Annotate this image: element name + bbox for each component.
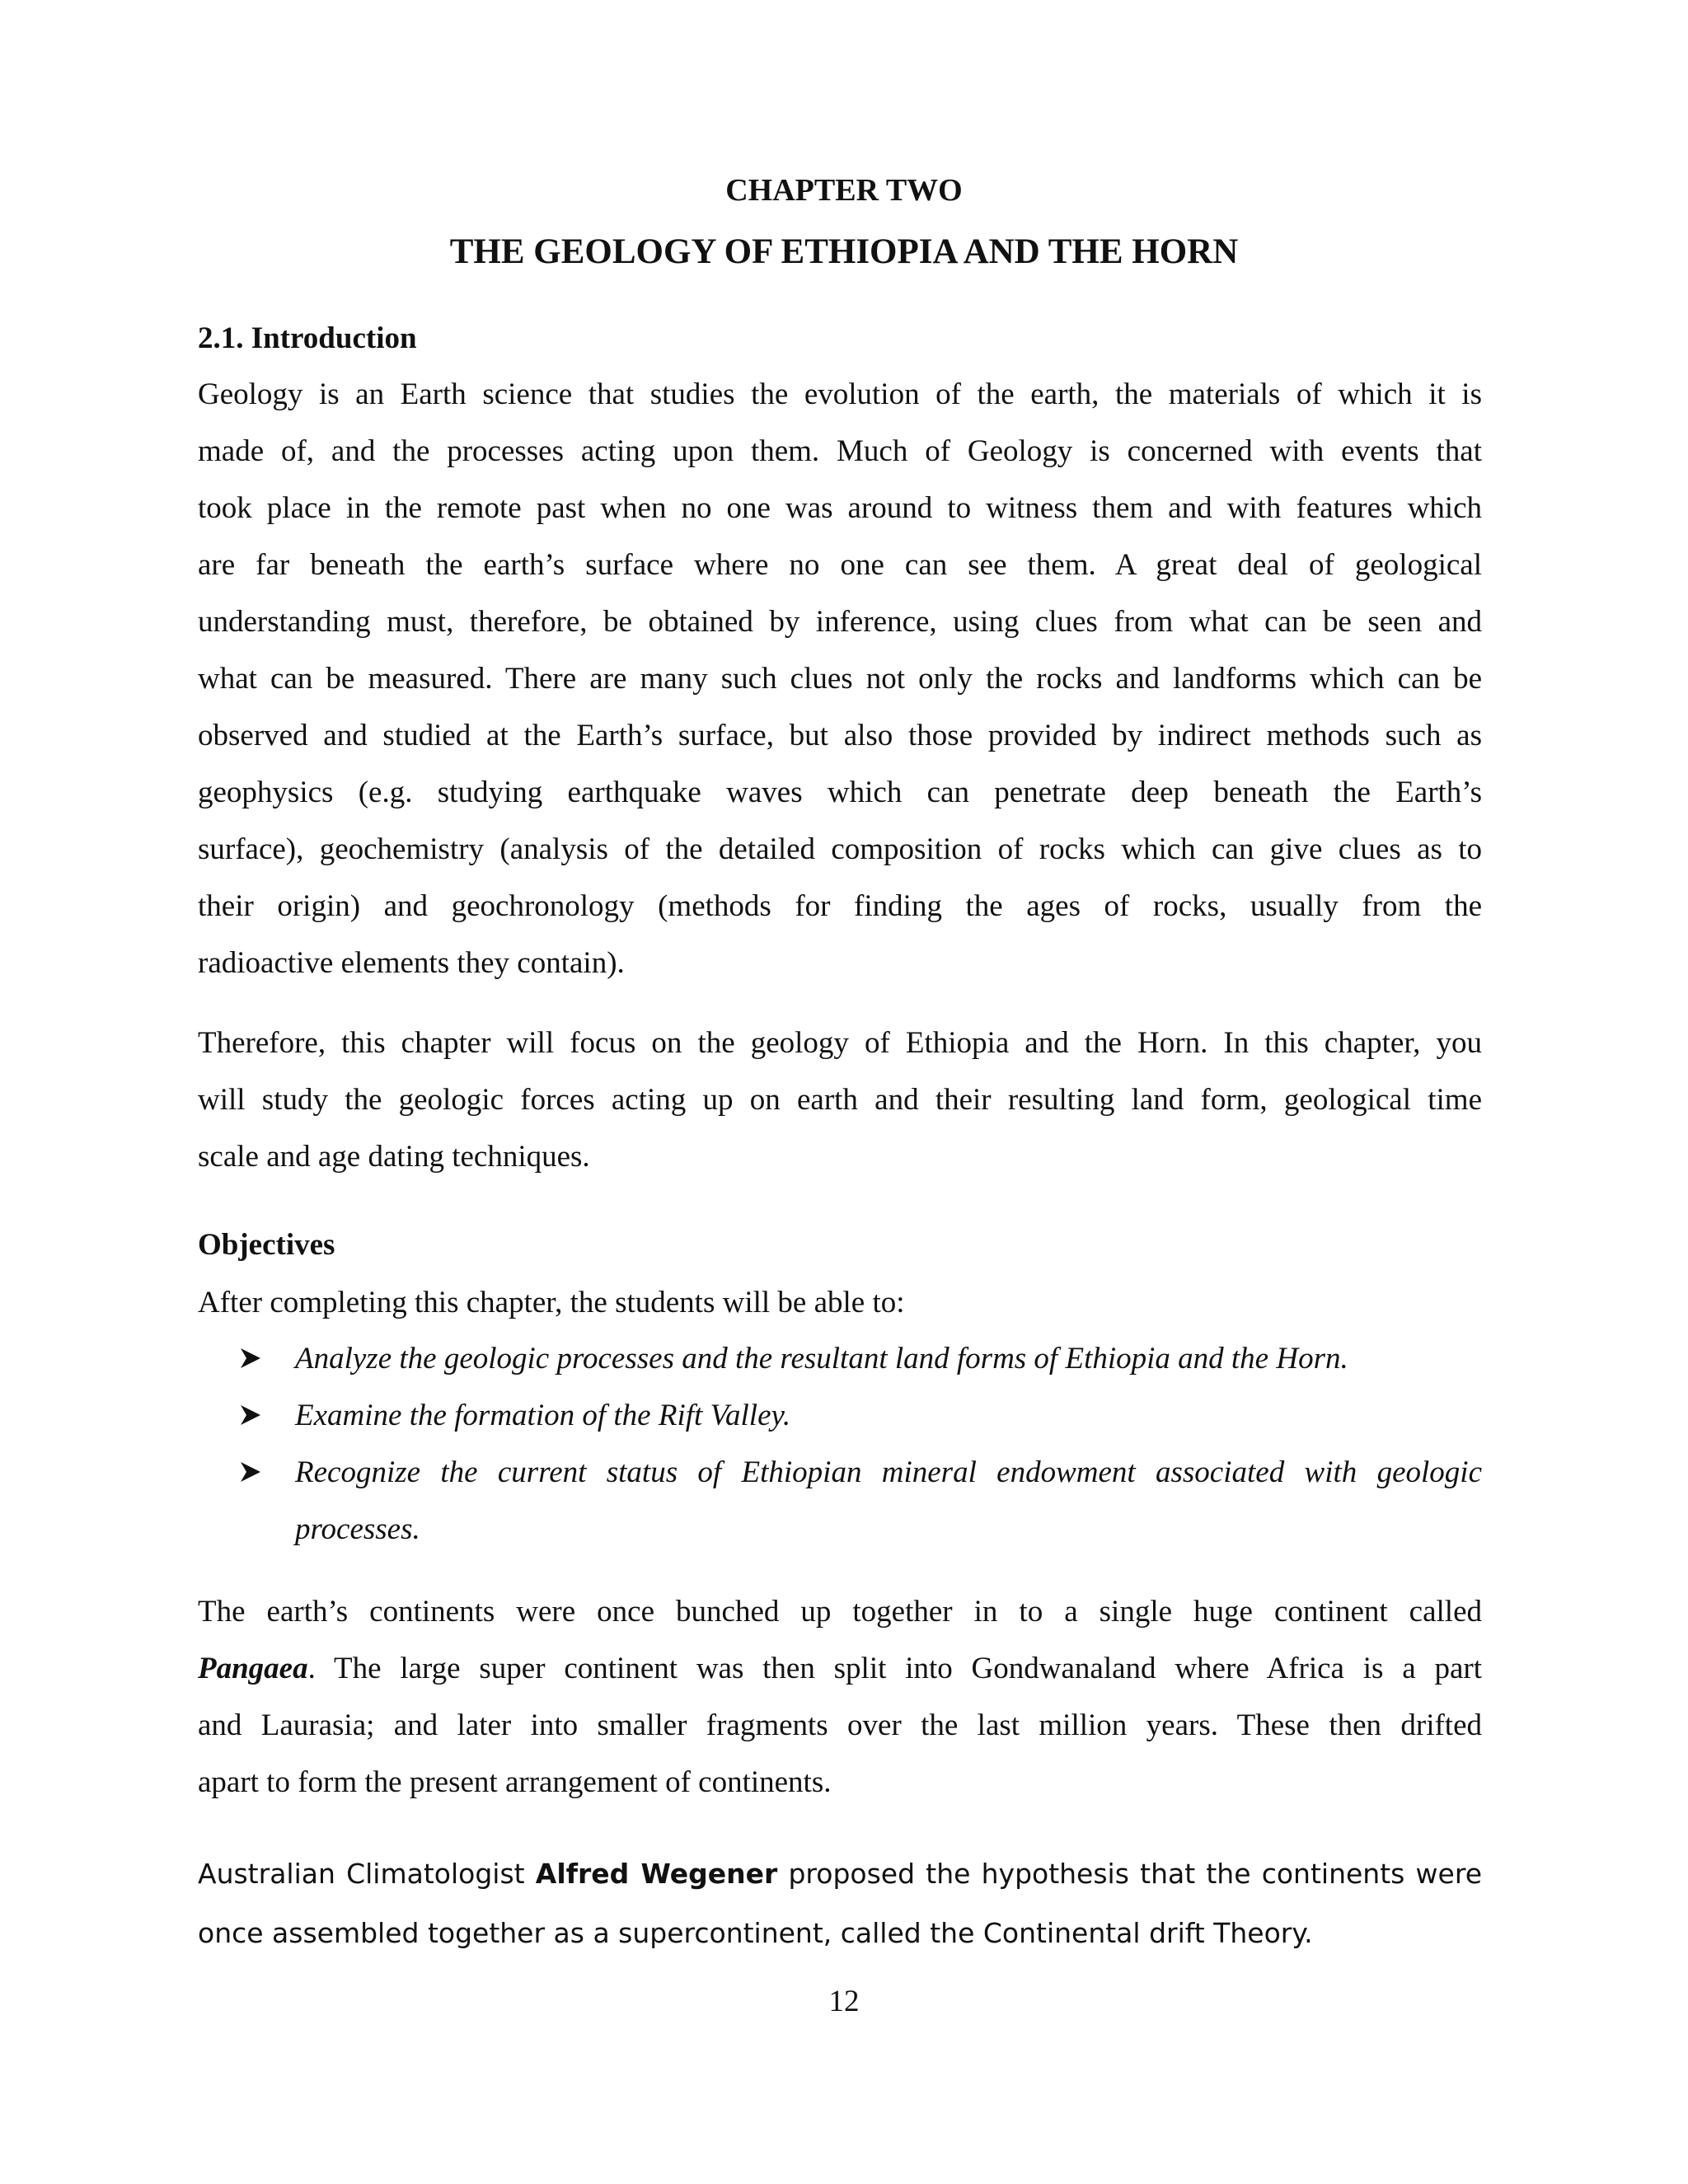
objective-line: Recognize the current status of Ethiopian mineral endowment associated with geologic bbox=[295, 1455, 1482, 1489]
objective-line: Analyze the geologic processes and the resultant land forms of Ethiopia and the Horn. bbox=[295, 1342, 1348, 1376]
objective-item bbox=[239, 1387, 1482, 1444]
intro-line: made of, and the processes acting upon them. Much of Geology is concerned with events that bbox=[198, 434, 1482, 468]
focus-line: Therefore, this chapter will focus on the geology of Ethiopia and the Horn. In this chapter, you bbox=[198, 1026, 1482, 1060]
chapter-label: CHAPTER TWO bbox=[725, 173, 963, 208]
pangaea-line: The earth’s continents were once bunched up together in to a single huge continent called bbox=[198, 1595, 1482, 1629]
objective-item bbox=[239, 1444, 1482, 1558]
focus-line: scale and age dating techniques. bbox=[198, 1140, 590, 1174]
arrowhead-bullet-icon bbox=[239, 1404, 262, 1427]
objectives-list bbox=[239, 1330, 1482, 1558]
intro-line: what can be measured. There are many such clues not only the rocks and landforms which can be bbox=[198, 662, 1482, 696]
intro-line: their origin) and geochronology (methods for finding the ages of rocks, usually from the bbox=[198, 889, 1482, 923]
pangaea-line-rest: . The large super continent was then split into Gondwanaland where Africa is a part bbox=[307, 1652, 1482, 1685]
wegener-line-rest: proposed the hypothesis that the continents were bbox=[777, 1858, 1482, 1890]
wegener-name: Alfred Wegener bbox=[535, 1858, 778, 1890]
intro-line: radioactive elements they contain). bbox=[198, 946, 625, 980]
objective-line: processes. bbox=[295, 1512, 420, 1546]
wegener-prefix: Australian Climatologist bbox=[198, 1858, 536, 1890]
intro-line: are far beneath the earth’s surface where no one can see them. A great deal of geological bbox=[198, 548, 1482, 582]
pangaea-line: apart to form the present arrangement of continents. bbox=[198, 1765, 832, 1799]
objective-line: Examine the formation of the Rift Valley. bbox=[295, 1399, 791, 1432]
pangaea-term: Pangaea bbox=[198, 1652, 308, 1685]
arrowhead-bullet-icon bbox=[239, 1460, 262, 1483]
intro-line: geophysics (e.g. studying earthquake waves which can penetrate deep beneath the Earth’s bbox=[198, 776, 1482, 809]
objective-item bbox=[239, 1330, 1482, 1387]
objectives-intro: After completing this chapter, the students will be able to: bbox=[198, 1286, 905, 1319]
wegener-paragraph bbox=[198, 1844, 1482, 1963]
intro-line: surface), geochemistry (analysis of the detailed composition of rocks which can give clues as to bbox=[198, 832, 1482, 866]
section-heading: 2.1. Introduction bbox=[198, 321, 417, 355]
intro-line: Geology is an Earth science that studies the evolution of the earth, the materials of which it is bbox=[198, 377, 1482, 411]
focus-line: will study the geologic forces acting up on earth and their resulting land form, geological time bbox=[198, 1083, 1482, 1117]
arrowhead-bullet-icon bbox=[239, 1347, 262, 1370]
focus-paragraph bbox=[198, 1015, 1482, 1185]
page-number: 12 bbox=[828, 1985, 860, 2018]
intro-line: understanding must, therefore, be obtained by inference, using clues from what can be seen and bbox=[198, 605, 1482, 639]
intro-line: took place in the remote past when no one was around to witness them and with features which bbox=[198, 491, 1482, 525]
intro-line: observed and studied at the Earth’s surface, but also those provided by indirect methods such as bbox=[198, 719, 1482, 752]
pangaea-paragraph bbox=[198, 1583, 1482, 1811]
chapter-title: THE GEOLOGY OF ETHIOPIA AND THE HORN bbox=[449, 232, 1239, 271]
objectives-heading: Objectives bbox=[198, 1228, 335, 1262]
wegener-line bbox=[198, 1844, 1482, 1904]
pangaea-line bbox=[198, 1640, 1482, 1697]
pangaea-line: and Laurasia; and later into smaller fragments over the last million years. These then drifted bbox=[198, 1708, 1482, 1742]
wegener-line: once assembled together as a supercontinent, called the Continental drift Theory. bbox=[198, 1917, 1313, 1949]
intro-paragraph bbox=[198, 366, 1482, 991]
